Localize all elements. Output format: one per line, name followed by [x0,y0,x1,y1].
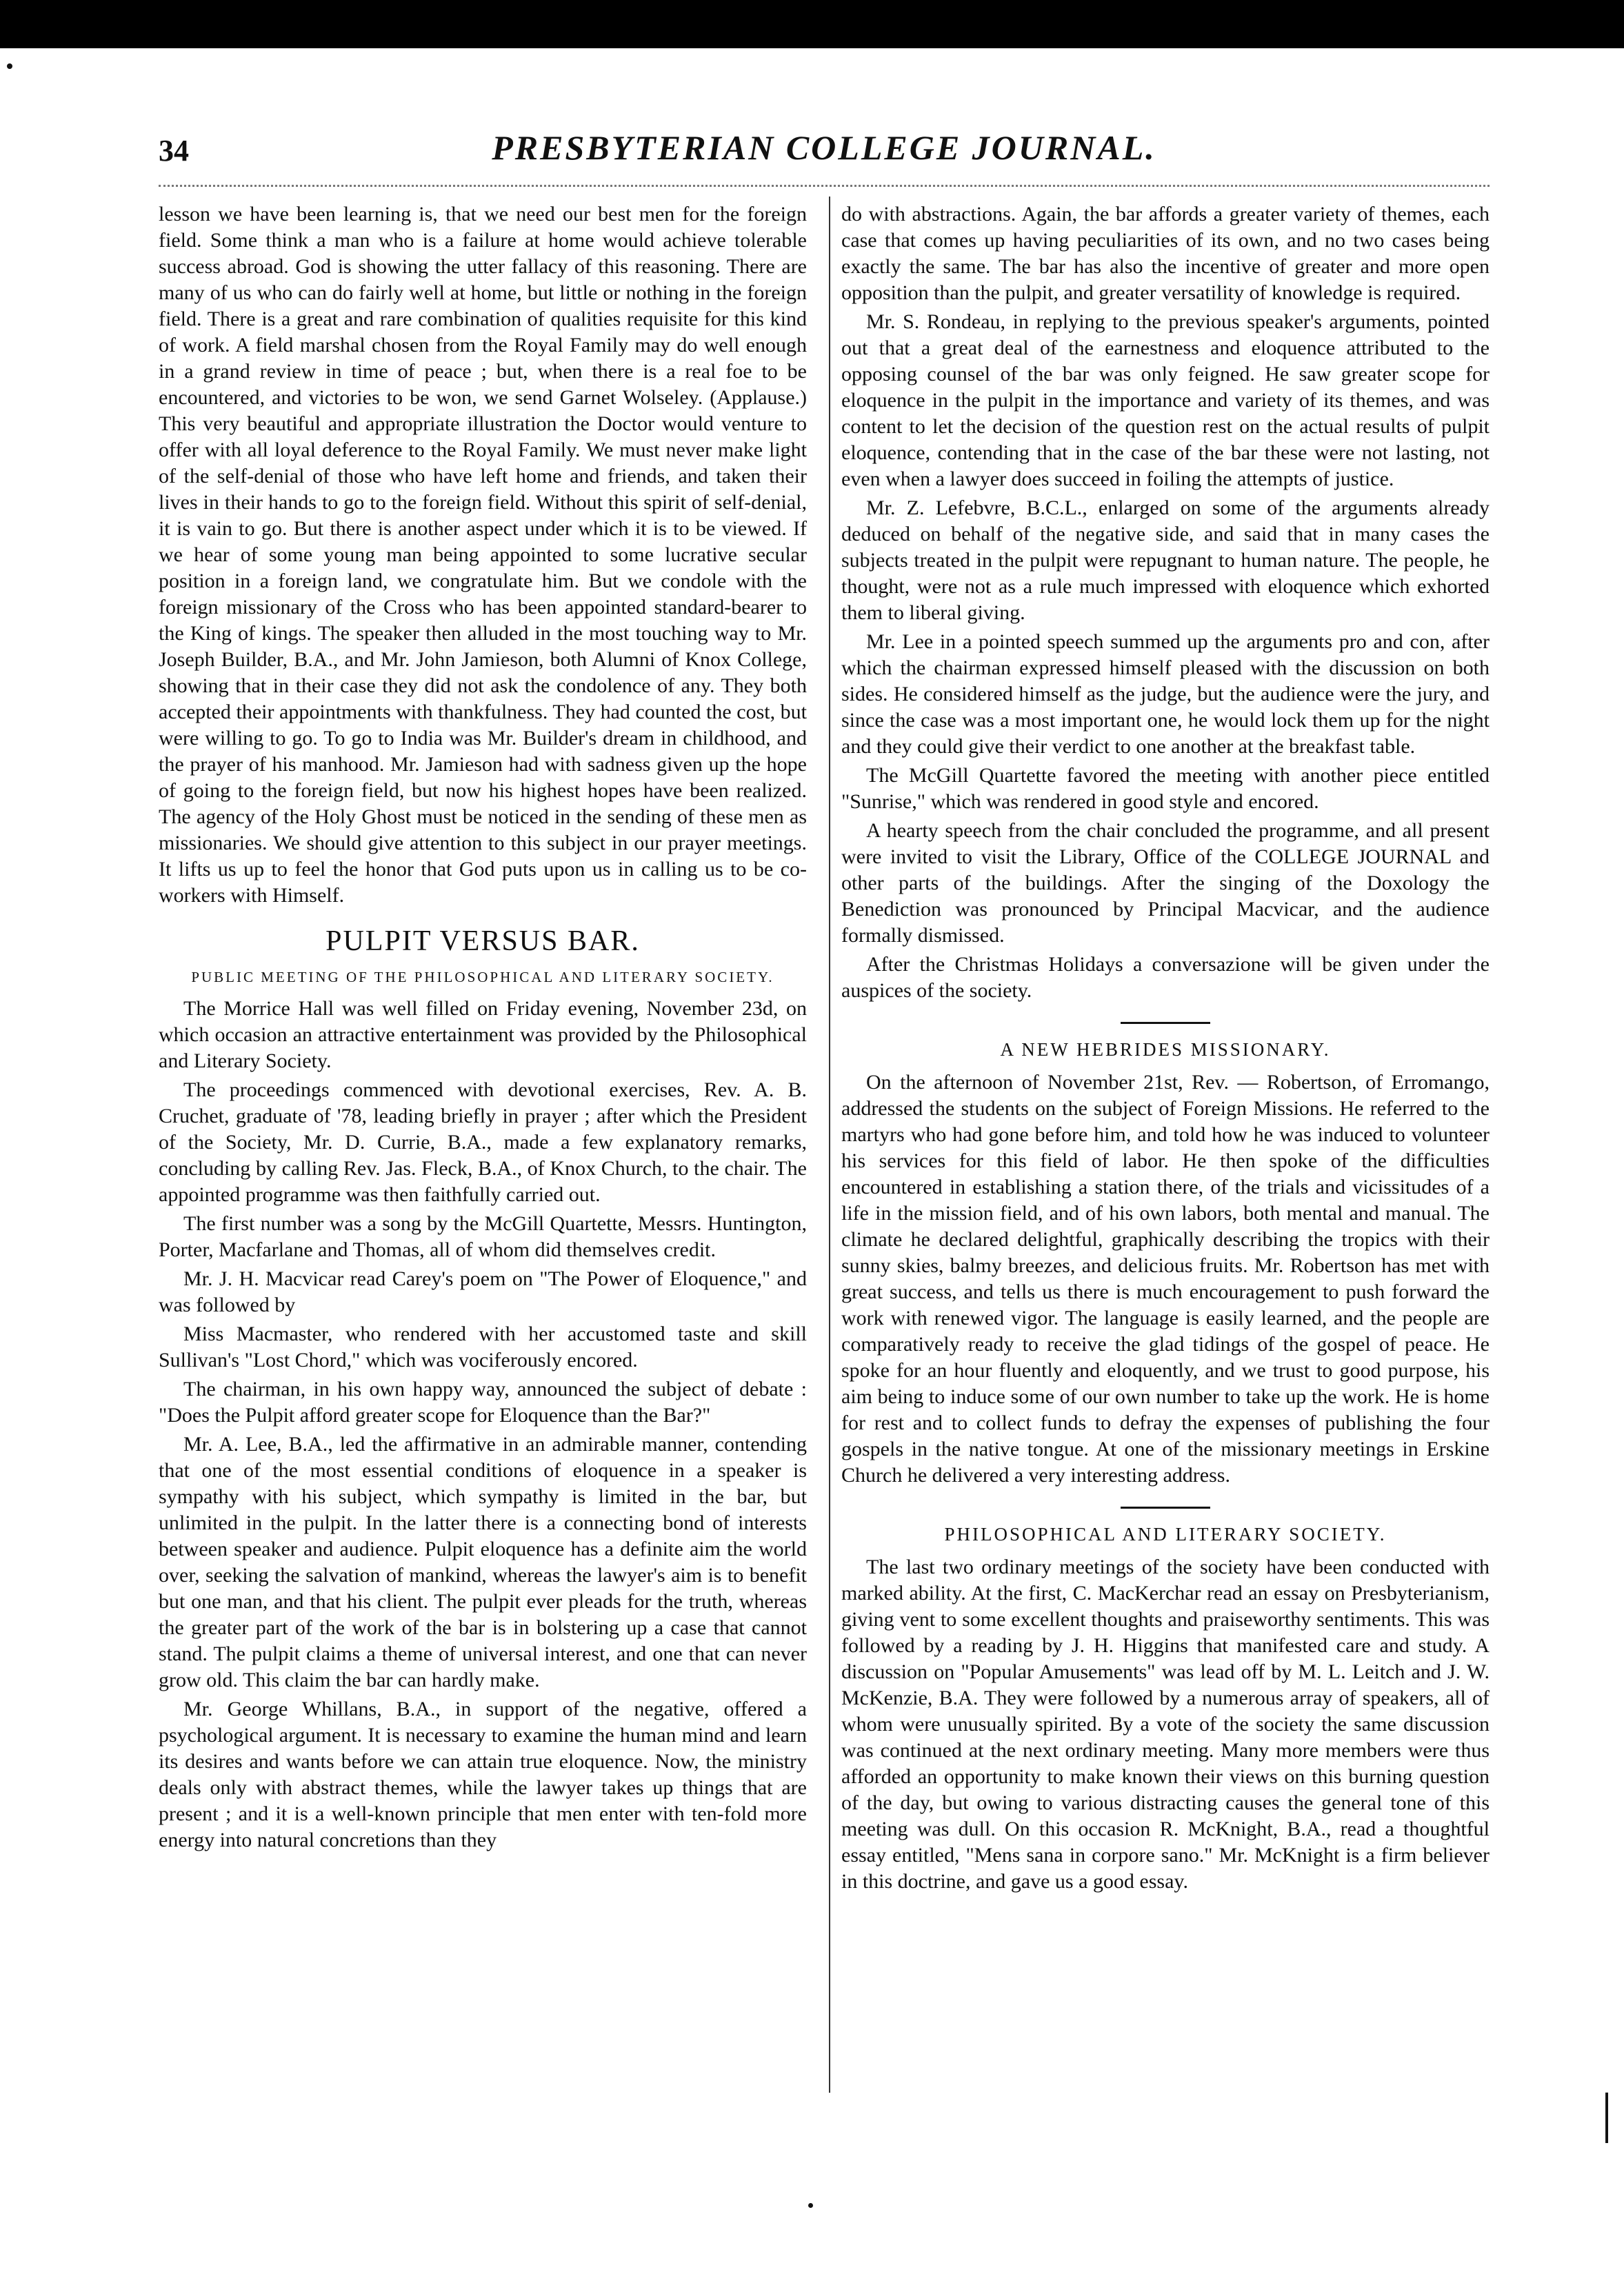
article-heading: PULPIT VERSUS BAR. [325,925,640,957]
paragraph: A hearty speech from the chair concluded the programme, and all present were invited to visit the Library, Office of the COLLEGE JOURNAL and other parts of the buildings. After the singing of the Doxology the Benediction was pronounced by Principal Macvicar, and the audience formally dismissed. [841,819,1490,947]
paragraph: Mr. George Whillans, B.A., in support of the negative, offered a psychological argument. It is necessary to examine the human mind and learn its desires and wants before we can attain true eloquence. Now, the ministry deals only with abstract themes, while the lawyer takes up things that are present ; and it is a well-known principle that men enter with ten-fold more energy into natural concretions than they [159,1698,807,1851]
paragraph: lesson we have been learning is, that we need our best men for the foreign field. Some think a man who is a failure at home would achieve tolerable success abroad. God is showing the utter fallacy of this reasoning. There are many of us who can do fairly well at home, but little or nothing in the foreign field. There is a great and rare combination of qualities requisite for this kind of work. A field marshal chosen from the Royal Family may do well enough in a grand review in time of peace ; but, when there is a real foe to be encountered, and victories to be won, we send Garnet Wolseley. (Applause.) This very beautiful and appropriate illustration the Doctor would venture to offer with all loyal deference to the Royal Family. We must never make light of the self-denial of those who have left home and friends, and taken their lives in their hands to go to the foreign field. Without this spirit of self-denial, it is vain to go. But there is another aspect under which it is to be viewed. If we hear of some young man being appointed to some lucrative secular position in a foreign land, we congratulate him. But we condole with the foreign missionary of the Cross who has been appointed standard-bearer to the King of kings. The speaker then alluded in the most touching way to Mr. Joseph Builder, B.A., and Mr. John Jamieson, both Alumni of Knox College, showing that in their case they did not ask the condolence of any. They both accepted their appointments with thankfulness. They had counted the cost, but were willing to go. To go to India was Mr. Builder's dream in childhood, and the prayer of his manhood. Mr. Jamieson had with sadness given up the hope of going to the foreign field, but now his highest hopes have been realized. The agency of the Holy Ghost must be noticed in the sending of these men as missionaries. We should give attention to this subject in our prayer meetings. It lifts us up to feel the honor that God puts upon us in calling us to be co-workers with Himself. [159,203,807,907]
section-rule [1121,1507,1210,1509]
margin-speck [7,63,12,69]
section-heading: PHILOSOPHICAL AND LITERARY SOCIETY. [944,1524,1387,1545]
paragraph: The first number was a song by the McGill Quartette, Messrs. Huntington, Porter, Macfarlane and Thomas, all of whom did themselves credit. [159,1212,807,1261]
paragraph: Mr. Lee in a pointed speech summed up the arguments pro and con, after which the chairman expressed himself pleased with the discussion on both sides. He considered himself as the judge, but the audience were the jury, and since the case was a most important one, he would lock them up for the night and they could give their verdict to one another at the breakfast table. [841,630,1490,758]
paragraph: Mr. Z. Lefebvre, B.C.L., enlarged on some of the arguments already deduced on behalf of the negative side, and said that in many cases the subjects treated in the pulpit were repugnant to human nature. The people, he thought, were not as a rule much impressed with eloquence which exhorted them to liberal giving. [841,496,1490,624]
article-subheading: PUBLIC MEETING OF THE PHILOSOPHICAL AND LITERARY SOCIETY. [191,969,774,985]
black-top-border [0,0,1624,48]
paragraph: On the afternoon of November 21st, Rev. — Robertson, of Erromango, addressed the students on the subject of Foreign Missions. He referred to the martyrs who had gone before him, and told how he was induced to volunteer his services for this field of labor. He then spoke of the difficulties encountered in establishing a station there, of the trials and vicissitudes of a life in the mission field, and of his own labors, both mental and manual. The climate he declared delightful, graphically describing the tropics with their sunny skies, balmy breezes, and delicious fruits. Mr. Robertson has met with great success, and tells us there is much encouragement to push forward the work with renewed vigor. The language is easily learned, and the people are comparatively ready to receive the glad tidings of the gospel of peace. He spoke for an hour fluently and eloquently, and we trust to good purpose, his aim being to induce some of our own number to take up the work. He is home for rest and to collect funds to defray the expenses of publishing the four gospels in the native tongue. At one of the missionary meetings in Erskine Church he delivered a very interesting address. [841,1071,1490,1487]
paragraph: The McGill Quartette favored the meeting with another piece entitled "Sunrise," which was rendered in good style and encored. [841,764,1490,813]
left-column [159,201,807,1856]
paragraph: Mr. S. Rondeau, in replying to the previous speaker's arguments, pointed out that a great deal of the earnestness and eloquence attributed to the opposing counsel of the bar was only feigned. He saw greater scope for eloquence in the pulpit in the importance and variety of its themes, and was content to let the decision of the question rest on the actual results of pulpit eloquence, contending that in the case of the bar these were not lasting, not even when a lawyer does succeed in foiling the attempts of justice. [841,310,1490,490]
paragraph: do with abstractions. Again, the bar affords a greater variety of themes, each case that comes up having peculiarities of its own, and no two cases being exactly the same. The bar has also the incentive of greater and more open opposition than the pulpit, and greater versatility of knowledge is required. [841,203,1490,304]
section-heading: A NEW HEBRIDES MISSIONARY. [1000,1039,1331,1060]
paragraph: Mr. J. H. Macvicar read Carey's poem on "The Power of Eloquence," and was followed by [159,1267,807,1316]
right-column [841,201,1490,1898]
paragraph: The proceedings commenced with devotional exercises, Rev. A. B. Cruchet, graduate of '78, leading briefly in prayer ; after which the President of the Society, Mr. D. Currie, B.A., made a few explanatory remarks, concluding by calling Rev. Jas. Fleck, B.A., of Knox Church, to the chair. The appointed programme was then faithfully carried out. [159,1078,807,1206]
paragraph: The Morrice Hall was well filled on Friday evening, November 23d, on which occasion an attractive entertainment was provided by the Philosophical and Literary Society. [159,997,807,1072]
header-rule [159,185,1490,187]
page-header [159,128,1490,176]
column-divider [829,197,830,2093]
journal-title: PRESBYTERIAN COLLEGE JOURNAL. [492,128,1156,167]
footer-speck [808,2203,813,2208]
paragraph: The last two ordinary meetings of the society have been conducted with marked ability. At the first, C. MacKerchar read an essay on Presbyterianism, giving vent to some excellent thoughts and praiseworthy sentiments. This was followed by a reading by J. H. Higgins that manifested care and study. A discussion on "Popular Amusements" was lead off by M. L. Leitch and J. W. McKenzie, B.A. They were followed by a numerous array of speakers, all of whom were unusually spirited. By a vote of the society the same discussion was continued at the next ordinary meeting. Many more members were thus afforded an opportunity to make known their views on this burning question of the day, but owing to various distracting causes the general tone of this meeting was dull. On this occasion R. McKnight, B.A., read a thoughtful essay entitled, "Mens sana in corpore sano." Mr. McKnight is a firm believer in this doctrine, and gave us a good essay. [841,1556,1490,1893]
paragraph: The chairman, in his own happy way, announced the subject of debate : "Does the Pulpit afford greater scope for Eloquence than the Bar?" [159,1378,807,1427]
paragraph: Mr. A. Lee, B.A., led the affirmative in an admirable manner, contending that one of the most essential conditions of eloquence in a speaker is sympathy with his subject, which sympathy is limited in the bar, but unlimited in the pulpit. In the latter there is a connecting bond of interests between speaker and audience. Pulpit eloquence has a definite aim the world over, seeking the salvation of mankind, whereas the lawyer's aim is to benefit but one man, and that his client. The pulpit ever pleads for the truth, whereas the greater part of the work of the bar is in bolstering up a case that cannot stand. The pulpit claims a theme of universal interest, and one that can never grow old. This claim the bar can hardly make. [159,1433,807,1691]
binding-edge-mark: | [1601,2083,1613,2144]
section-rule [1121,1022,1210,1024]
paragraph: Miss Macmaster, who rendered with her accustomed taste and skill Sullivan's "Lost Chord," which was vociferously encored. [159,1323,807,1371]
page-number: 34 [159,134,189,168]
paragraph: After the Christmas Holidays a conversazione will be given under the auspices of the society. [841,953,1490,1002]
